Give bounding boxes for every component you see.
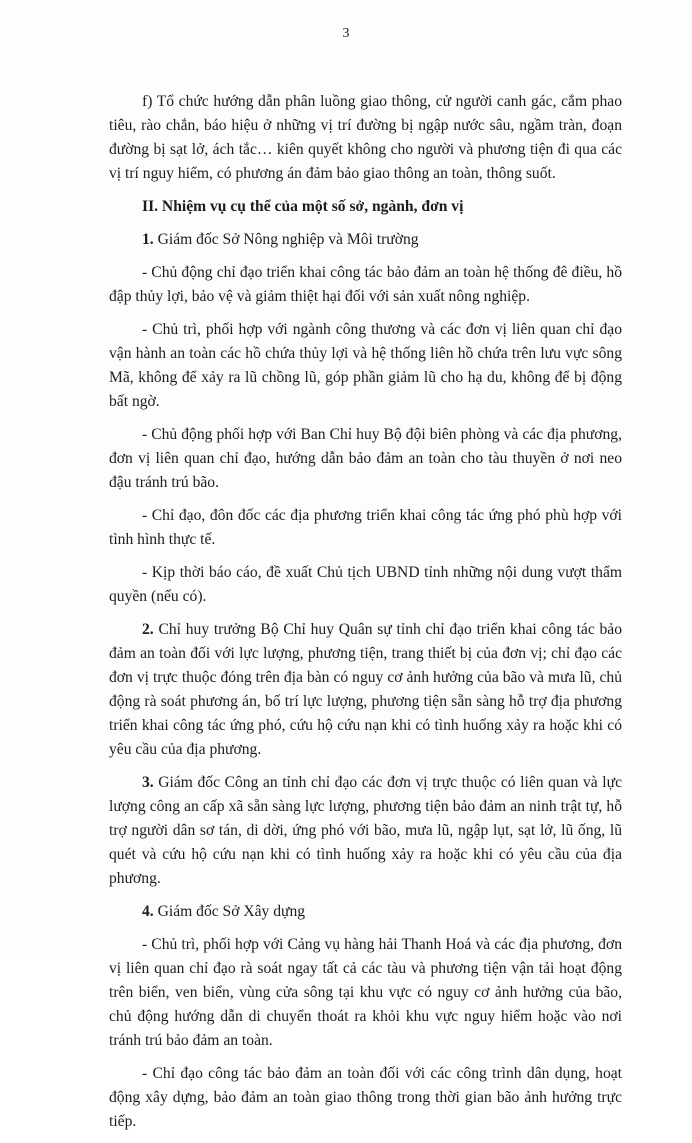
item-1-bullet: - Chủ động chỉ đạo triển khai công tác bảo đảm an toàn hệ thống đê điều, hồ đập thủy lợi, bảo vệ và giảm thiệt hại đối với sản xuất nông nghiệp. <box>109 264 622 305</box>
item-1-title <box>109 228 622 252</box>
item-3-number: 3. <box>142 774 154 791</box>
document-body <box>109 90 622 1143</box>
item-4-bullet: - Chủ trì, phối hợp với Cảng vụ hàng hải Thanh Hoá và các địa phương, đơn vị liên quan chỉ đạo rà soát ngay tất cả các tàu và phương tiện vận tải hoạt động trên biển, ven biển, vùng cửa sông tại khu vực có nguy cơ ảnh hưởng của bão, chủ động hướng dẫn di chuyển thoát ra khỏi khu vực nguy hiểm hoặc vào nơi tránh trú bảo đảm an toàn. <box>109 936 622 1049</box>
item-4-title-text: Giám đốc Sở Xây dựng <box>153 903 306 920</box>
item-3-text: Giám đốc Công an tỉnh chỉ đạo các đơn vị trực thuộc có liên quan và lực lượng công an cấp xã sẵn sàng lực lượng, phương tiện bảo đảm an ninh trật tự, hỗ trợ người dân sơ tán, di dời, ứng phó với bão, mưa lũ, ngập lụt, sạt lở, lũ ống, lũ quét và cứu hộ cứu nạn khi có tình huống xảy ra hoặc khi có yêu cầu của địa phương. <box>109 774 622 887</box>
page-number: 3 <box>342 26 350 41</box>
item-4-title <box>109 900 622 924</box>
item-4-number: 4. <box>142 903 154 920</box>
item-4-bullet: - Chỉ đạo công tác bảo đảm an toàn đối với các công trình dân dụng, hoạt động xây dựng, bảo đảm an toàn giao thông trong thời gian bão ảnh hưởng trực tiếp. <box>109 1065 622 1130</box>
paragraph-f: f) Tổ chức hướng dẫn phân luồng giao thông, cử người canh gác, cắm phao tiêu, rào chắn, báo hiệu ở những vị trí đường bị ngập nước sâu, ngầm tràn, đoạn đường bị sạt lở, ách tắc… kiên quyết không cho người và phương tiện đi qua các vị trí nguy hiểm, có phương án đảm bảo giao thông an toàn, thông suốt. <box>109 93 622 182</box>
item-1-bullet: - Chủ động phối hợp với Ban Chỉ huy Bộ đội biên phòng và các địa phương, đơn vị liên quan chỉ đạo, hướng dẫn bảo đảm an toàn cho tàu thuyền ở nơi neo đậu tránh trú bão. <box>109 426 622 491</box>
item-2-text: Chỉ huy trưởng Bộ Chỉ huy Quân sự tỉnh chỉ đạo triển khai công tác bảo đảm an toàn đối với lực lượng, phương tiện, trang thiết bị của đơn vị; chỉ đạo các đơn vị trực thuộc đóng trên địa bàn có nguy cơ ảnh hưởng của bão và mưa lũ, chủ động rà soát phương án, bố trí lực lượng, phương tiện sẵn sàng hỗ trợ địa phương triển khai công tác ứng phó, cứu hộ cứu nạn khi có tình huống xảy ra hoặc khi có yêu cầu của địa phương. <box>109 621 622 758</box>
section-heading: II. Nhiệm vụ cụ thể của một số sở, ngành, đơn vị <box>142 198 464 215</box>
item-2-number: 2. <box>142 621 154 638</box>
item-1-bullet: - Chỉ đạo, đôn đốc các địa phương triển khai công tác ứng phó phù hợp với tình hình thực tế. <box>109 507 622 548</box>
item-1-bullet: - Chủ trì, phối hợp với ngành công thương và các đơn vị liên quan chỉ đạo vận hành an toàn các hồ chứa thủy lợi và hệ thống liên hồ chứa trên lưu vực sông Mã, không để xảy ra lũ chồng lũ, góp phần giảm lũ cho hạ du, không để bị động bất ngờ. <box>109 321 622 410</box>
item-1-number: 1. <box>142 231 154 248</box>
item-3-paragraph <box>109 771 622 891</box>
item-1-title-text: Giám đốc Sở Nông nghiệp và Môi trường <box>153 231 419 248</box>
item-2-paragraph <box>109 618 622 762</box>
item-1-bullet: - Kịp thời báo cáo, đề xuất Chủ tịch UBND tỉnh những nội dung vượt thẩm quyền (nếu có). <box>109 564 622 605</box>
